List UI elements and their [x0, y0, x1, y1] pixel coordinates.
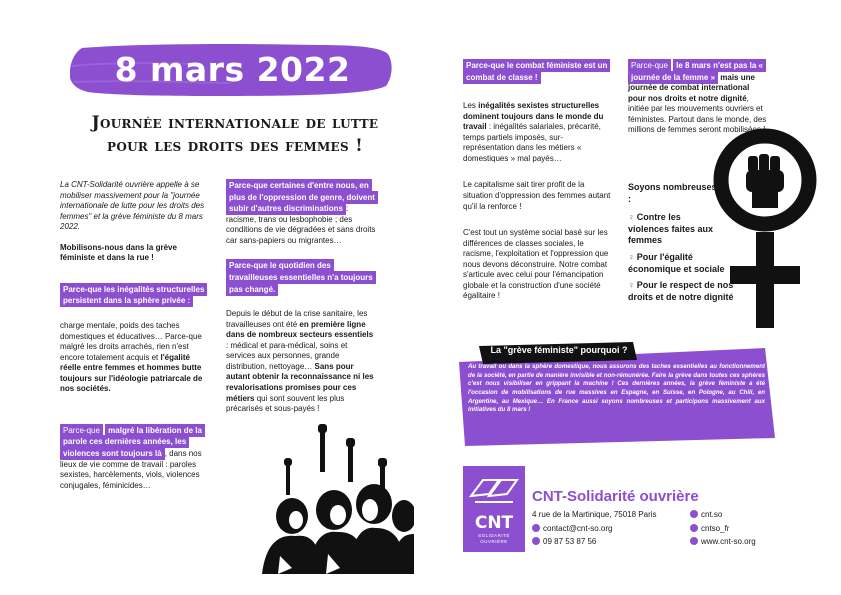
page-subtitle: [60, 112, 410, 159]
address: 4 rue de la Martinique, 75018 Paris: [532, 510, 657, 519]
protest-women-illustration: [252, 418, 414, 574]
paragraph-crisis-c: : médical et para-médical, soins et services aux personnes, grande distribution, nettoyage…: [226, 340, 348, 371]
paragraph-8-march-bold: mais une journée de combat international pour nos droits et notre dignité: [628, 72, 755, 103]
pin-icon: ♀: [628, 252, 635, 263]
paragraph-work-b: inégalités sexistes structurelles dominent toujours dans le monde du travail: [463, 101, 604, 132]
logo-sub1: SOLIDARITÉ: [478, 533, 510, 538]
soyons-block: [628, 182, 718, 214]
paragraph-crisis-d: Sans pour autant obtenir la reconnaissance ni les revalorisations promises pour ces métiers: [226, 361, 374, 403]
highlight-essential-workers: Parce-que le quotidien des travailleuses essentielles n'a toujours pas changé.: [226, 259, 376, 295]
paragraph-system: C'est tout un système social basé sur les différences de classes sociales, le racisme, l'exploitation et l'oppression que nous devons déconstruire. Notre combat s'articule avec celui pour l'émancipation globale et la construction d'une société égalitaire !: [463, 228, 609, 301]
demand-item: ♀ Pour le respect de nos droits et de notre dignité: [628, 280, 734, 303]
demand-item: ♀ Pour l'égalité économique et sociale: [628, 252, 725, 274]
paragraph-discriminations: : racisme, trans ou lesbophobie ; des conditions de vie dégradées et sans droits car sans-papiers ou migrantes…: [226, 204, 376, 245]
demand-item: ♀ Contre les violences faites aux femmes: [628, 212, 714, 246]
instagram-line: [690, 524, 775, 535]
social-block: [690, 510, 775, 548]
instagram-link[interactable]: cntso_fr: [701, 523, 730, 533]
column-3: [463, 60, 613, 308]
highlight-class-struggle: Parce-que le combat féministe est un combat de classe !: [463, 59, 610, 84]
instagram-icon: [690, 524, 698, 532]
org-name: CNT-Solidarité ouvrière: [532, 488, 699, 505]
email-icon: [532, 524, 540, 532]
hands-logo-icon: [469, 472, 519, 510]
banner-text: Au travail ou dans la sphère domestique, nous assurons des taches essentielles au fonctionnement de la société, en partie de manière invisible et non-rémunérée. Faire la grève dans toutes ces sphères c'est nous visibiliser en grippant la machine ! Ces dernières années, la grève féministe a été l'occasion de mobilisations de rue massives en Espagne, en Suisse, en Pologne, au Chili, en Argentine, au Mexique… En France aussi soyons nombreuses et participons massivement aux initiatives du 8 mars !: [468, 363, 765, 414]
mobilize-text: Mobilisons-nous dans la grève féministe et dans la rue !: [60, 242, 177, 263]
paragraph-capitalism: Le capitalisme sait tirer profit de la situation d'oppression des femmes autant qu'il la renforce !: [463, 180, 611, 211]
subtitle-line-1: Journée internationale de lutte: [91, 113, 379, 133]
highlight-private-sphere: Parce-que les inégalités structurelles persistent dans la sphère privée :: [60, 283, 207, 308]
website-link[interactable]: www.cnt-so.org: [701, 537, 756, 547]
highlight-violences: malgré la libération de la parole ces dernières années, les violences sont toujours là: [60, 424, 205, 460]
facebook-line: [690, 510, 775, 521]
paragraph-private-sphere: charge mentale, poids des taches domestiques et éducatives… Parce-que malgré les droits arrachés, rien n'est encore totalement acquis et: [60, 321, 202, 362]
paragraph-work-c: : inégalités salariales, précarité, temps partiels imposés, sur-représentation dans les métiers « domestiques » mal payés…: [463, 122, 601, 163]
highlight-discriminations: Parce-que certaines d'entre nous, en plus de l'oppression de genre, doivent subir d'autres discriminations: [226, 179, 378, 215]
globe-icon: [690, 537, 698, 545]
pin-icon: ♀: [628, 212, 635, 222]
paragraph-crisis-b: en première ligne dans de nombreux secteurs essentiels: [226, 319, 374, 340]
email-link[interactable]: contact@cnt-so.org: [543, 523, 613, 533]
paragraph-8-march: , initiée par les mouvements ouvriers et féministes. Partout dans le monde, des millions de femmes seront mobilisées !: [628, 93, 767, 135]
contact-block: [532, 510, 692, 548]
paragraph-private-sphere-bold: l'égalité réelle entre femmes et hommes butte toujours sur l'idéologie patriarcale de nos sociétés.: [60, 352, 203, 394]
paragraph-work-a: Les: [463, 101, 476, 111]
pin-icon: ♀: [628, 280, 635, 291]
cnt-logo: [463, 466, 525, 552]
phone-icon: [532, 537, 540, 545]
paragraph-violences: , dans nos lieux de vie comme de travail : paroles sexistes, harcèlements, viols, violences conjugales, féminicides…: [60, 449, 202, 490]
highlight-8-march: le 8 mars n'est pas la « journée de la femme »: [628, 59, 766, 84]
subtitle-line-2: pour les droits des femmes !: [107, 136, 363, 157]
paragraph-crisis-a: Depuis le début de la crise sanitaire, les travailleuses ont été: [226, 309, 368, 329]
paragraph-crisis-e: qui sont souvent les plus précarisés et sous-payés !: [226, 393, 345, 414]
logo-cnt-text: CNT: [474, 513, 514, 533]
facebook-icon: [690, 510, 698, 518]
logo-sub2: OUVRIÈRE: [480, 539, 508, 544]
soyons-heading: Soyons nombreuses :: [628, 182, 717, 204]
demands-list: [628, 212, 758, 309]
phone-number[interactable]: 09 87 53 87 56: [543, 537, 597, 547]
page-title: 8 mars 2022: [114, 50, 351, 89]
banner-title: La "grève féministe" pourquoi ?: [490, 345, 628, 355]
phone-line: [532, 537, 692, 548]
column-1: [60, 180, 208, 497]
column-2: [226, 180, 376, 421]
highlight-violences-prefix: Parce-que: [60, 424, 103, 437]
highlight-8-march-prefix: Parce-que: [628, 59, 671, 72]
intro-text: La CNT-Solidarité ouvrière appelle à se mobiliser massivement pour la "journée internationale de lutte pour les droits des femmes" et la grève féministe du 8 mars 2022.: [60, 180, 205, 232]
email-line: [532, 524, 692, 535]
website-line: [690, 537, 775, 548]
facebook-link[interactable]: cnt.so: [701, 510, 723, 519]
